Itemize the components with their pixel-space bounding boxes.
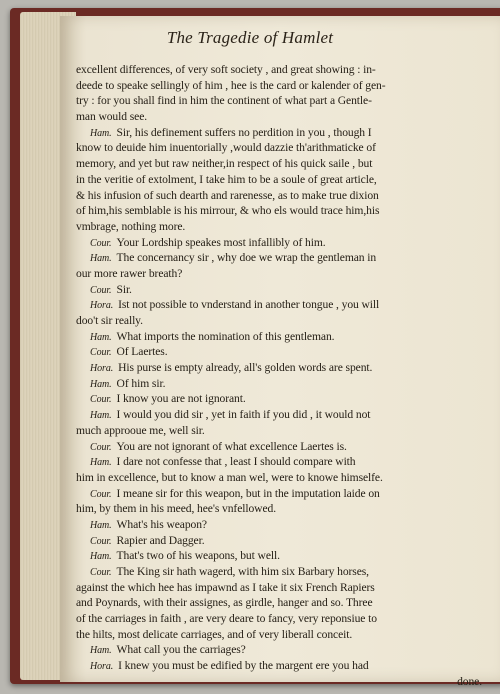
line-text: I know you are not ignorant. [116, 392, 246, 406]
text-line [76, 282, 496, 298]
text-line [76, 533, 496, 549]
line-text: him, by them in his meed, hee's vnfellowed. [76, 502, 276, 516]
line-text: try : for you shall find in him the continent of what part a Gentle- [76, 94, 372, 108]
line-text: much approoue me, well sir. [76, 423, 205, 437]
line-text: Sir, his definement suffers no perdition in you , though I [116, 125, 372, 139]
text-line [76, 439, 496, 455]
text-line [76, 391, 496, 407]
text-line [76, 140, 496, 156]
text-line [76, 407, 496, 423]
text-line [76, 548, 496, 564]
speaker-label: Hora. [90, 661, 114, 673]
running-title: The Tragedie of Hamlet [166, 28, 334, 47]
line-text: the hilts, most delicate carriages, and of very liberall conceit. [76, 627, 353, 641]
line-text: What imports the nomination of this gentleman. [116, 329, 335, 343]
line-text: I would you did sir , yet in faith if you did , it would not [116, 408, 371, 422]
line-text: That's two of his weapons, but well. [116, 549, 280, 563]
line-text: of him,his semblable is his mirrour, & who els would trace him,his [76, 204, 380, 218]
text-line [76, 266, 496, 282]
line-text: doo't sir really. [76, 314, 143, 327]
text-line [76, 595, 496, 611]
speaker-label: Ham. [90, 551, 112, 563]
line-text: of the carriages in faith , are very deare to fancy, very reponsiue to [76, 612, 377, 626]
line-text: Sir. [116, 282, 132, 296]
text-line [76, 580, 496, 596]
text-line [76, 172, 496, 188]
speaker-label: Ham. [90, 127, 112, 139]
text-line [76, 486, 496, 502]
line-text: You are not ignorant of what excellence Laertes is. [116, 439, 347, 453]
line-text: Of him sir. [116, 376, 166, 390]
line-text: him in excellence, but to know a man wel, were to knowe himselfe. [76, 470, 383, 484]
text-line [76, 360, 496, 376]
line-text: man would see. [76, 110, 148, 124]
text-line [76, 156, 496, 172]
line-text: Ist not possible to vnderstand in another tongue , you will [118, 298, 380, 312]
text-line [76, 250, 496, 266]
text-line [76, 470, 496, 486]
speaker-label: Ham. [90, 645, 112, 657]
line-text: I dare not confesse that , least I should compare with [116, 455, 356, 469]
speaker-label: Ham. [90, 378, 112, 390]
text-line [76, 501, 496, 517]
speaker-label: Cour. [90, 535, 112, 547]
speaker-label: Cour. [90, 237, 112, 249]
text-line [76, 203, 496, 219]
line-text: The concernancy sir , why doe we wrap the gentleman in [116, 251, 377, 265]
speaker-label: Cour. [90, 567, 112, 578]
line-text: I knew you must be edified by the margent ere you had [118, 659, 369, 673]
line-text: His purse is empty already, all's golden words are spent. [118, 361, 373, 375]
catchword: done. [457, 674, 482, 688]
text-line [76, 93, 496, 109]
speaker-label: Cour. [90, 284, 112, 296]
line-text: know to deuide him inuentorially ,would dazzie th'arithmaticke of [76, 141, 376, 155]
line-text: and Poynards, with their assignes, as girdle, hanger and so. Three [76, 596, 373, 610]
text-line [76, 109, 496, 125]
text-line [76, 188, 496, 204]
line-text: in the veritie of extolment, I take him to be a soule of great article, [76, 172, 377, 186]
page-text [76, 62, 496, 690]
speaker-label: Cour. [90, 488, 112, 500]
text-line [76, 219, 496, 235]
text-line [76, 78, 496, 94]
line-text: Your Lordship speakes most infallibly of him. [116, 235, 326, 249]
text-line [76, 627, 496, 643]
line-text: I meane sir for this weapon, but in the imputation laide on [116, 486, 380, 500]
line-text: What's his weapon? [116, 517, 207, 531]
speaker-label: Hora. [90, 300, 114, 312]
text-line [76, 313, 496, 329]
text-line [76, 517, 496, 533]
text-line [76, 235, 496, 251]
text-line [76, 376, 496, 392]
line-text: our more rawer breath? [76, 266, 183, 280]
line-text: memory, and yet but raw neither,in respect of his quick saile , but [76, 157, 373, 171]
speaker-label: Ham. [90, 410, 112, 422]
text-line [76, 642, 496, 658]
line-text: vmbrage, nothing more. [76, 219, 186, 233]
text-line [76, 329, 496, 345]
text-line [76, 125, 496, 141]
text-line [76, 62, 496, 78]
text-line [76, 658, 496, 674]
line-text: & his infusion of such dearth and rarenesse, as to make true dixion [76, 188, 379, 202]
line-text: deede to speake sellingly of him , hee is the card or kalender of gen- [76, 78, 386, 92]
text-line [76, 344, 496, 360]
speaker-label: Ham. [90, 331, 112, 343]
speaker-label: Ham. [90, 457, 112, 469]
text-line [76, 611, 496, 627]
text-line [76, 297, 496, 313]
speaker-label: Hora. [90, 363, 114, 375]
line-text: against the which hee has impawnd as I take it six French Rapiers [76, 580, 375, 594]
text-line [76, 454, 496, 470]
line-text: The King sir hath wagerd, with him six Barbary horses, [116, 565, 369, 578]
text-line [76, 564, 496, 580]
speaker-label: Cour. [90, 347, 112, 359]
speaker-label: Cour. [90, 441, 112, 453]
speaker-label: Cour. [90, 394, 112, 406]
line-text: What call you the carriages? [116, 643, 246, 657]
line-text: Of Laertes. [116, 345, 168, 359]
speaker-label: Ham. [90, 253, 112, 265]
line-text: Rapier and Dagger. [116, 533, 205, 547]
text-line [76, 423, 496, 439]
line-text: excellent differences, of very soft society , and great showing : in- [76, 63, 376, 76]
speaker-label: Ham. [90, 519, 112, 531]
